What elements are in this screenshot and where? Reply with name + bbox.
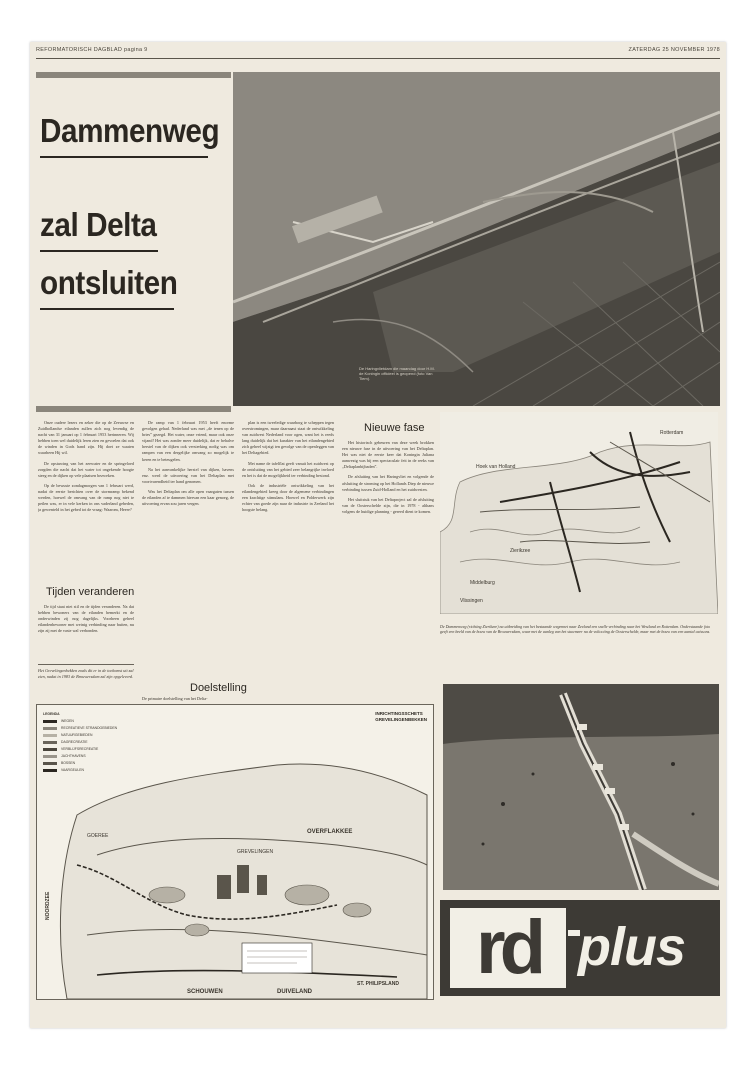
map-note: Het Grevelingenbekken zoals dit er in de toekomst uit zal zien, nadat in 1983 de Brouwersdam zal zijn opgeleverd.: [38, 668, 134, 679]
legend-label: JACHTHAVENS: [61, 754, 86, 758]
headline-line-1: Dammenweg: [40, 112, 220, 149]
legend-swatch: [43, 720, 57, 723]
aerial-photo-haringvlietdam: [233, 72, 720, 406]
legend-swatch: [43, 762, 57, 765]
paragraph: Na het aanvankelijke herstel van dijken, havens enz. werd de uitvoering van het Deltaplan met voortvarendheid ter hand genomen.: [142, 466, 234, 484]
legend-swatch: [43, 734, 57, 737]
map-legend: [43, 711, 117, 774]
paragraph: Ook de industriële ontwikkeling van het eilandengebied kreeg door de algemene verbindingen een krachtige stimulans. Hoewel en Polderwerk zijn echter van goede zijn naar de industrie in Zeeland het hoogste belang.: [242, 482, 334, 513]
headline-top-bar: [36, 72, 231, 78]
map-label: GREVELINGEN: [237, 849, 274, 855]
inset-road-map: [440, 412, 718, 614]
article-column-1: [38, 420, 134, 580]
subhead-nieuwe-fase: Nieuwe fase: [364, 422, 425, 434]
legend-swatch: [43, 748, 57, 751]
legend-label: NATUURGEBIEDEN: [61, 733, 93, 737]
paragraph: Op de bewuste zondagmorgen van 1 februari werd, nadat de eerste berichten over de stormramp bekend werden, hoewel de omvang van de ramp nog niet te peilen was, er in vele kerken in ons vaderland gebeden, ja gewenteld in het gebed tot de vraag: Waarom, Heere?: [38, 482, 134, 513]
headline-underline-1: [40, 156, 208, 158]
headline-block: [36, 72, 231, 412]
aerial-photo-brouwersdam: [443, 684, 719, 890]
map-title-line: INRICHTINGSSCHETS: [375, 711, 423, 716]
headline-underline-3: [40, 308, 174, 310]
paragraph: plan is een tweeledige waarborg te scheppen tegen overstromingen, maar daarnaast staat de ontwikkeling van zuidwest Nederland voor ogen, want het is reeds lang duidelijk dat het karakter van het eilandengebied zich geheel wijzigt ten gevolge van de openleggen van het Deltagebied.: [242, 420, 334, 456]
article-column-3: [242, 420, 334, 700]
map-label: Middelburg: [470, 580, 495, 586]
inset-map-caption: De Dammenweg (richting Zierikzee) na uitbreiding van het bestaande wegennet naar Zeeland een snelle verbinding naar het Westland en Rotterdam. Onderstaande foto geeft een beeld van de bouw van de Brouwersdam, waar met de aanleg van het stuwmeer na de voltooiing de Oosterschelde, maar met de bouw van een aantal caissons.: [440, 624, 711, 635]
headline-line-2: zal Delta: [40, 206, 157, 243]
map-label: GOEREE: [87, 833, 109, 839]
paragraph: Met name de tafelflat geeft vanuit het zuidwest op de ontsluiting van het gebied zeer belangrijke invloed en het is dat de mogelijkheid ter verbinding bestond.: [242, 460, 334, 478]
legend-item: [43, 753, 117, 760]
article-column-1b: [38, 604, 134, 662]
legend-label: VERBLIJFSRECREATIE: [61, 747, 99, 751]
article-column-4: [342, 440, 434, 680]
paragraph: De ramp van 1 februari 1953 heeft enorme gevolgen gehad. Nederland was met „de tenen op de bries” gezegd. Het water, onze vriend, maar ook onze vijand! Het was zonder meer duidelijk, dat er behalve herstel van de dijken ook versterking nodig was om rampen van een dergelijke omvang zo mogelijk te keren en te beteugelen.: [142, 420, 234, 462]
paragraph: Onze oudere lezers en zeker die op de Zeeuwse en Zuidhollandse eilanden zullen zich nog levendig de nacht van 31 januari op 1 februari 1953 herinneren. Wij hebben toen wel duidelijk leren zien en gevoelen dat ook de winden in Gods hand zijn. Hij doet ze waaien waarheen Hij wil.: [38, 420, 134, 456]
rd-plus-logo: [440, 900, 720, 996]
rd-logo-mark: rd: [450, 908, 566, 988]
legend-swatch: [43, 755, 57, 758]
running-header-right: ZATERDAG 25 NOVEMBER 1978: [628, 47, 720, 53]
map-label: SCHOUWEN: [187, 989, 223, 995]
map-label: NOORDZEE: [45, 891, 51, 920]
paragraph: Het sluitstuk van het Deltaproject zal de afsluiting van de Oosterschelde zijn, die in 1978 - althans volgens de huidige planning - gereed dient te komen.: [342, 496, 434, 514]
map-label: Zierikzee: [510, 548, 531, 554]
legend-item: [43, 767, 117, 774]
paragraph: De opstuwing van het zeewater en de springvloed zorgden die nacht dat het water tot ongekende hoogte steeg en de dijken op vele plaatsen bezweken.: [38, 460, 134, 478]
map-title-line: GREVELINGENBEKKEN: [375, 716, 427, 722]
headline-line-3: ontsluiten: [40, 264, 178, 301]
map-label: Hoek van Holland: [476, 464, 516, 470]
aerial-photo-caption: De Haringvlietdam die maandag door H.M. de Koningin officieel is geopend (foto Van Tiem).: [359, 366, 435, 381]
legend-label: WEGEN: [61, 719, 74, 723]
note-rule: [38, 664, 134, 665]
plus-logo-text: plus: [578, 917, 686, 977]
subhead-tijden-veranderen: Tijden veranderen: [46, 586, 135, 598]
map-label: Rotterdam: [660, 430, 684, 436]
legend-label: VAARGEULEN: [61, 768, 84, 772]
paragraph: Was het Deltaplan om alle open vaargaten tussen de eilanden af te dammen hiervan een kaar genoeg, de uitvoering ervan zou jaren vergen.: [142, 488, 234, 507]
running-header-left: REFORMATORISCH DAGBLAD pagina 9: [36, 47, 148, 53]
legend-item: [43, 760, 117, 767]
legend-swatch: [43, 727, 57, 730]
paragraph: Het historisch gebeuren van deze week brokken een nieuwe fase in de uitvoering van het Deltaplan. Het was niet de eerste keer dat Koningin Juliana aanwezig was bij een spectaculair feit in de reeks van „Deltaplanbijbaden”.: [342, 440, 434, 470]
legend-label: DAGRECREATIE: [61, 740, 88, 744]
legend-item: [43, 732, 117, 739]
paragraph: De primaire doelstelling van het Delta-: [142, 696, 208, 701]
headline-underline-2: [40, 250, 158, 252]
legend-item: [43, 725, 117, 732]
article-column-2: [142, 420, 234, 680]
legend-title: LEGENDA: [43, 712, 60, 716]
legend-item: [43, 739, 117, 746]
legend-item: [43, 718, 117, 725]
paragraph: De afsluiting van het Haringvliet en volgende de afsluiting de stroming op het Hollands Diep de nieuwe verbinding tussen Zuid-Holland en het zuidwesten.: [342, 474, 434, 492]
legend-swatch: [43, 769, 57, 772]
legend-label: RECREATIEVE STRANDGEBIEDEN: [61, 726, 118, 730]
grevelingen-map: [36, 704, 434, 1000]
legend-swatch: [43, 741, 57, 744]
paragraph: De tijd staat niet stil en de tijden veranderen. Na dat hebben bewoners van de eilanden bemerkt en de onderwinden zij nog dagelijks. Voorheen geheel eilandenbewoner met weinig verbinding naar buiten, nu zijn zij met de vaste wal verbonden.: [38, 604, 134, 634]
headline-bottom-bar: [36, 406, 231, 412]
map-label: Vlissingen: [460, 598, 483, 604]
subhead-doelstelling: Doelstelling: [190, 682, 247, 694]
article-column-2-tail: [142, 696, 234, 704]
newspaper-page: [30, 42, 726, 1028]
header-rule: [36, 58, 720, 59]
map-label: OVERFLAKKEE: [307, 829, 353, 835]
legend-label: BOSSEN: [61, 761, 76, 765]
legend-item: [43, 746, 117, 753]
map-label: ST. PHILIPSLAND: [357, 981, 399, 987]
map-title: [375, 711, 427, 723]
map-label: DUIVELAND: [277, 989, 313, 995]
